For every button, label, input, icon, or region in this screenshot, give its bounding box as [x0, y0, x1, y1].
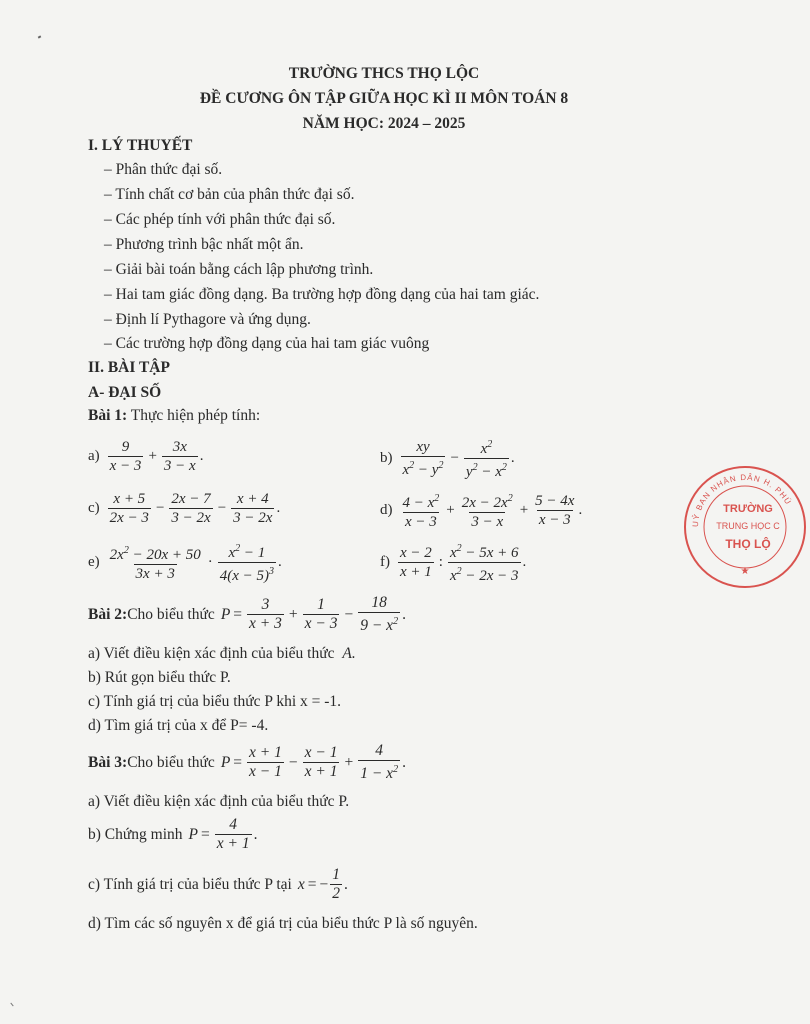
school-year: NĂM HỌC: 2024 – 2025: [302, 115, 466, 132]
svg-text:THỌ LỘ: THỌ LỘ: [725, 537, 771, 551]
theory-item: – Phương trình bậc nhất một ẩn.: [104, 236, 304, 253]
exercises-heading: II. BÀI TẬP: [88, 359, 170, 376]
bai1-b: b) $\frac{xy}{x^2 - y^2}$ − $\frac{x^2}{y^2 - x^2}$ .: [380, 439, 515, 480]
scan-speck: [10, 1003, 13, 1007]
bai1-f: f) $\frac{x - 2}{x + 1}$ : $\frac{x^2 - 5x + 6}{x^2 - 2x - 3}$ .: [380, 543, 527, 584]
bai3-item-b: b) Chứng minh P = $\frac{4}{x + 1}$ .: [88, 816, 258, 852]
document-title: ĐỀ CƯƠNG ÔN TẬP GIỮA HỌC KÌ II MÔN TOÁN 8: [199, 90, 569, 107]
theory-item: – Định lí Pythagore và ứng dụng.: [104, 311, 311, 328]
svg-text:UỶ BAN NHÂN DÂN H. PHÚ: UỶ BAN NHÂN DÂN H. PHÚ: [690, 472, 793, 528]
bai1-e: e) $\frac{2x^2 - 20x + 50}{3x + 3}$ · $\frac{x^2 - 1}{4(x - 5)^3}$ .: [88, 543, 282, 584]
theory-item: – Các trường hợp đồng dạng của hai tam giác vuông: [104, 335, 430, 352]
bai2-item: b) Rút gọn biểu thức P.: [88, 669, 231, 686]
theory-item: – Các phép tính với phân thức đại số.: [104, 211, 336, 228]
school-stamp: [680, 462, 810, 592]
svg-text:★: ★: [740, 566, 750, 577]
algebra-heading: A- ĐẠI SỐ: [88, 384, 162, 401]
theory-item: – Tính chất cơ bản của phân thức đại số.: [104, 186, 355, 203]
svg-text:TRƯỜNG: TRƯỜNG: [723, 503, 773, 515]
theory-item: – Phân thức đại số.: [104, 161, 223, 178]
bai1-d: d) $\frac{4 - x^2}{x - 3}$ + $\frac{2x - 2x^2}{3 - x}$ + $\frac{5 - 4x}{x - 3}$ .: [380, 493, 583, 530]
bai2-item: c) Tính giá trị của biểu thức P khi x = -1.: [88, 693, 342, 710]
bai3-item: d) Tìm các số nguyên x để giá trị của biểu thức P là số nguyên.: [88, 915, 478, 932]
bai3-item: a) Viết điều kiện xác định của biểu thức P.: [88, 793, 350, 810]
theory-item: – Giải bài toán bằng cách lập phương trình.: [104, 261, 374, 278]
bai3-heading: Bài 3: Cho biểu thức P = $\frac{x + 1}{x - 1}$ − $\frac{x - 1}{x + 1}$ + $\frac{4}{1 - x^2}$ .: [88, 742, 406, 783]
svg-text:TRUNG HỌC C: TRUNG HỌC C: [716, 521, 780, 531]
scan-speck: [38, 35, 42, 38]
bai1-c: c) $\frac{x + 5}{2x - 3}$ − $\frac{2x - 7}{3 - 2x}$ − $\frac{x + 4}{3 - 2x}$ .: [88, 491, 281, 526]
bai1-a: a) $\frac{9}{x - 3}$ + $\frac{3x}{3 - x}$ .: [88, 439, 204, 474]
bai3-item-c: c) Tính giá trị của biểu thức P tại x = − $\frac{1}{2}$ .: [88, 866, 348, 902]
theory-heading: I. LÝ THUYẾT: [88, 137, 193, 154]
school-name: TRƯỜNG THCS THỌ LỘC: [288, 65, 480, 82]
theory-item: – Hai tam giác đồng dạng. Ba trường hợp đồng dạng của hai tam giác.: [104, 286, 540, 303]
bai2-heading: Bài 2: Cho biểu thức P = $\frac{3}{x + 3}$ + $\frac{1}{x - 3}$ − $\frac{18}{9 - x^2}$ .: [88, 594, 406, 635]
bai1-heading: Bài 1: Thực hiện phép tính:: [88, 407, 261, 424]
bai2-item: d) Tìm giá trị của x để P= -4.: [88, 717, 269, 734]
bai2-item: a) Viết điều kiện xác định của biểu thức A.: [88, 645, 356, 662]
